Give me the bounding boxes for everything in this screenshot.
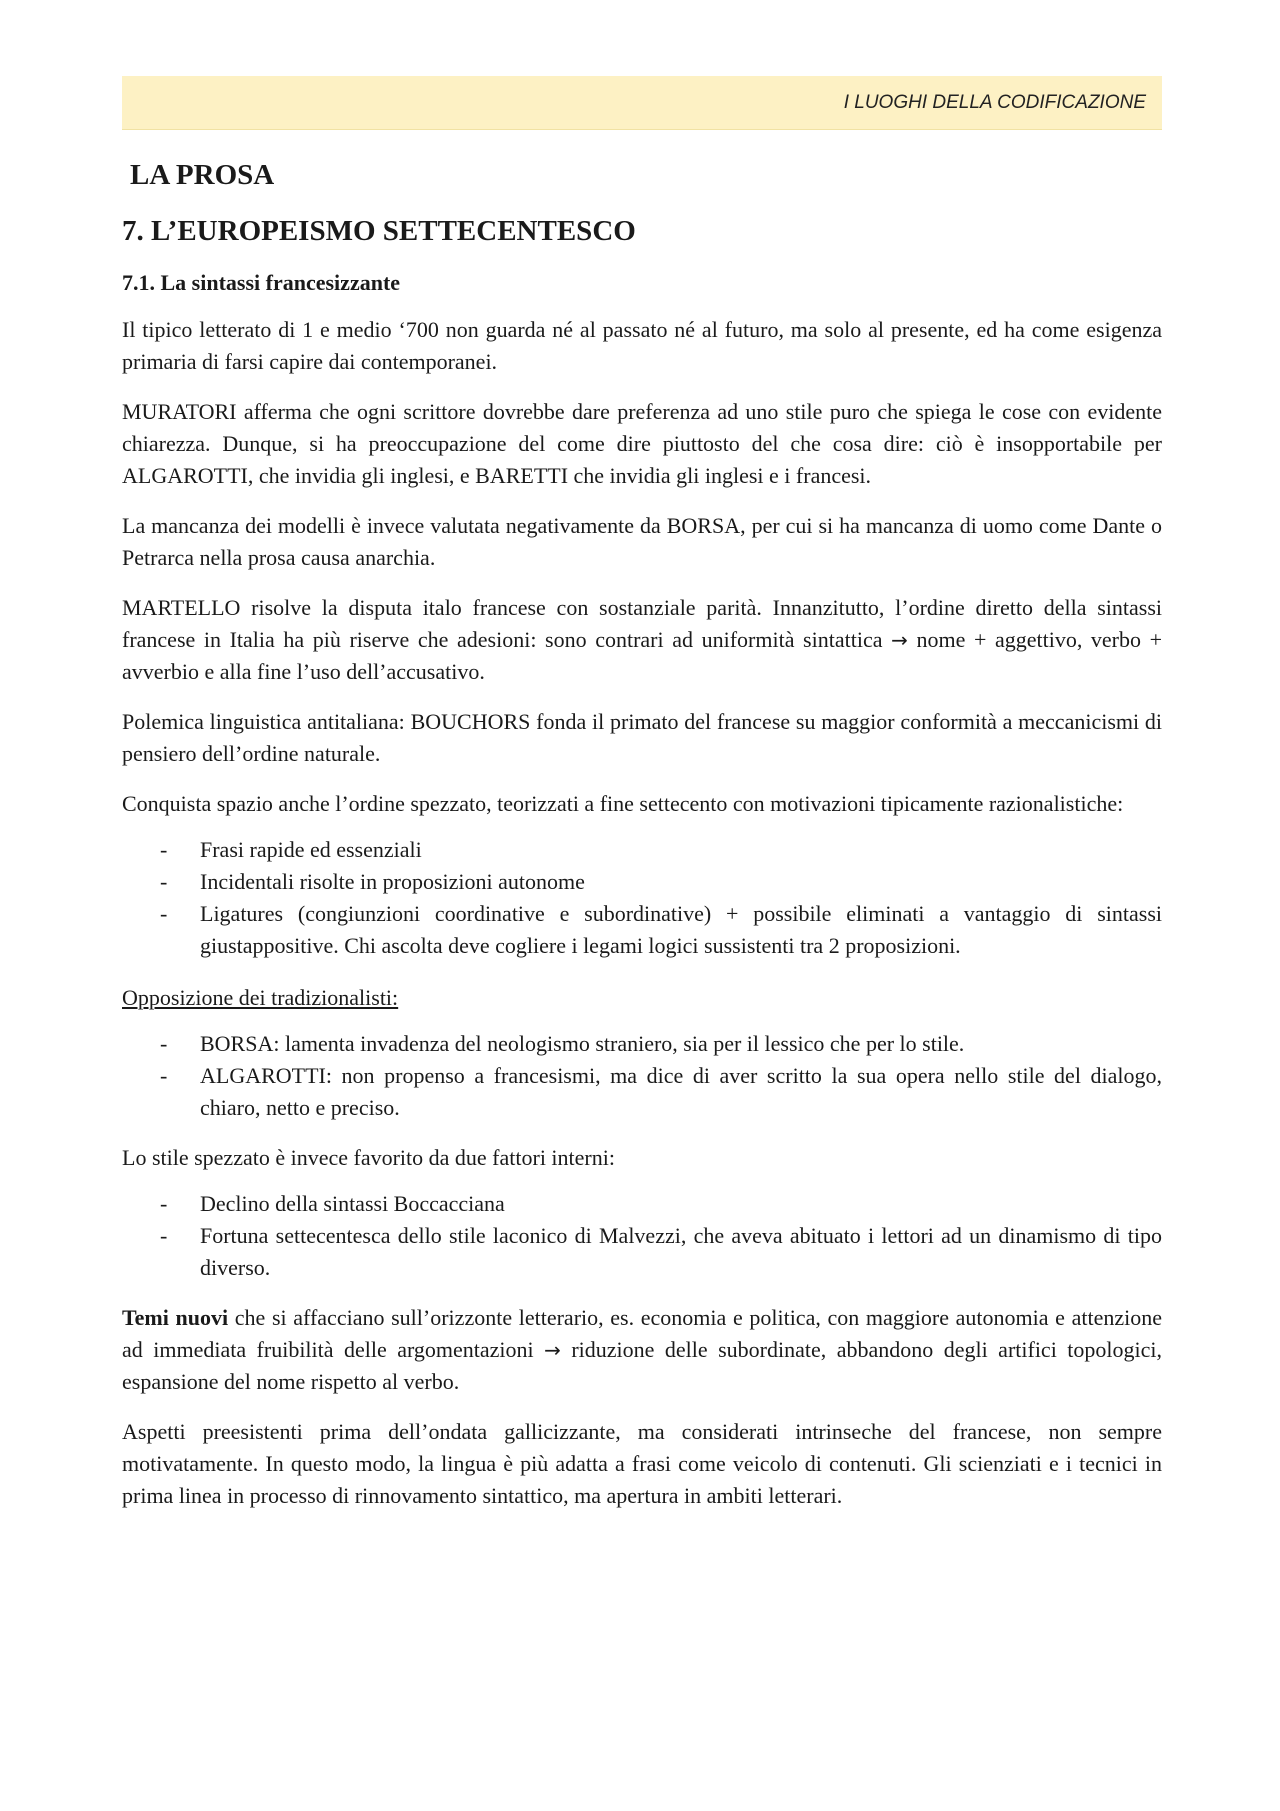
paragraph-4 bbox=[122, 592, 1162, 688]
dash-list-1 bbox=[122, 834, 1162, 962]
paragraph-7: Lo stile spezzato è invece favorito da due fattori interni: bbox=[122, 1145, 615, 1171]
paragraph-8-text-a: che si affacciano sull’orizzonte letterario, es. economia e politica, con maggiore autonomia e attenzione ad immediata fruibilità delle argomentazioni bbox=[122, 1305, 1162, 1363]
list-item: - Ligatures (congiunzioni coordinative e subordinative) + possibile eliminati a vantaggio di sintassi giustappositive. Chi ascolta deve cogliere i legami logici sussistenti tra 2 proposizioni. bbox=[122, 898, 1162, 962]
list-item: - BORSA: lamenta invadenza del neologismo straniero, sia per il lessico che per lo stile. bbox=[122, 1028, 1162, 1060]
paragraph-2: MURATORI afferma che ogni scrittore dovrebbe dare preferenza ad uno stile puro che spiega le cose con evidente chiarezza. Dunque, si ha preoccupazione del come dire piuttosto del che cosa dire: ciò è insopportabile per ALGAROTTI, che invidia gli inglesi, e BARETTI che invidia gli inglesi e i francesi. bbox=[122, 399, 1162, 489]
paragraph-9: Aspetti preesistenti prima dell’ondata gallicizzante, ma considerati intrinseche del francese, non sempre motivatamente. In questo modo, la lingua è più adatta a frasi come veicolo di contenuti. Gli scienziati e i tecnici in prima linea in processo di rinnovamento sintattico, ma apertura in ambiti letterari. bbox=[122, 1419, 1162, 1509]
subsection-title: 7.1. La sintassi francesizzante bbox=[122, 269, 401, 295]
dash-list-2 bbox=[122, 1028, 1162, 1124]
paragraph-8-lead: Temi nuovi bbox=[122, 1305, 229, 1331]
dash-marker: - bbox=[160, 869, 168, 895]
list-item: - Frasi rapide ed essenziali bbox=[122, 834, 1162, 866]
dash-marker: - bbox=[160, 1063, 168, 1089]
paragraph-5: Polemica linguistica antitaliana: BOUCHORS fonda il primato del francese su maggior conformità a meccanicismi di pensiero dell’ordine naturale. bbox=[122, 709, 1162, 767]
dash-marker: - bbox=[160, 1031, 168, 1057]
header-title: I LUOGHI DELLA CODIFICAZIONE bbox=[843, 91, 1146, 113]
paragraph-3: La mancanza dei modelli è invece valutata negativamente da BORSA, per cui si ha mancanza di uomo come Dante o Petrarca nella prosa causa anarchia. bbox=[122, 513, 1162, 571]
opposition-heading: Opposizione dei tradizionalisti: bbox=[122, 985, 399, 1011]
paragraph-4-text-b: nome + aggettivo, verbo + avverbio e alla fine l’uso dell’accusativo. bbox=[122, 627, 1163, 685]
paragraph-8-text-b: riduzione delle subordinate, abbandono degli artifici topologici, espansione del nome rispetto al verbo. bbox=[122, 1337, 1162, 1395]
paragraph-8 bbox=[122, 1302, 1162, 1398]
paragraph-6: Conquista spazio anche l’ordine spezzato, teorizzati a fine settecento con motivazioni tipicamente razionalistiche: bbox=[122, 791, 1124, 817]
list-item: - Fortuna settecentesca dello stile laconico di Malvezzi, che aveva abituato i lettori ad un dinamismo di tipo diverso. bbox=[122, 1220, 1162, 1284]
list-item: - Incidentali risolte in proposizioni autonome bbox=[122, 866, 1162, 898]
chapter-title: 7. L’EUROPEISMO SETTECENTESCO bbox=[122, 214, 636, 247]
page-header bbox=[122, 76, 1162, 130]
section-title: LA PROSA bbox=[130, 159, 275, 191]
right-arrow-icon: → bbox=[544, 1338, 561, 1363]
list-item: - Declino della sintassi Boccacciana bbox=[122, 1188, 1162, 1220]
dash-marker: - bbox=[160, 1191, 168, 1217]
dash-marker: - bbox=[160, 901, 168, 927]
dash-marker: - bbox=[160, 837, 168, 863]
dash-list-3 bbox=[122, 1188, 1162, 1284]
dash-marker: - bbox=[160, 1223, 168, 1249]
list-item: - ALGAROTTI: non propenso a francesismi, ma dice di aver scritto la sua opera nello stile del dialogo, chiaro, netto e preciso. bbox=[122, 1060, 1162, 1124]
right-arrow-icon: → bbox=[891, 628, 908, 653]
paragraph-4-text-a: MARTELLO risolve la disputa italo francese con sostanziale parità. Innanzitutto, l’ordine diretto della sintassi francese in Italia ha più riserve che adesioni: sono contrari ad uniformità sintattica bbox=[122, 595, 1162, 653]
paragraph-1: Il tipico letterato di 1 e medio ‘700 non guarda né al passato né al futuro, ma solo al presente, ed ha come esigenza primaria di farsi capire dai contemporanei. bbox=[122, 317, 1162, 375]
document-page bbox=[122, 76, 1162, 1512]
